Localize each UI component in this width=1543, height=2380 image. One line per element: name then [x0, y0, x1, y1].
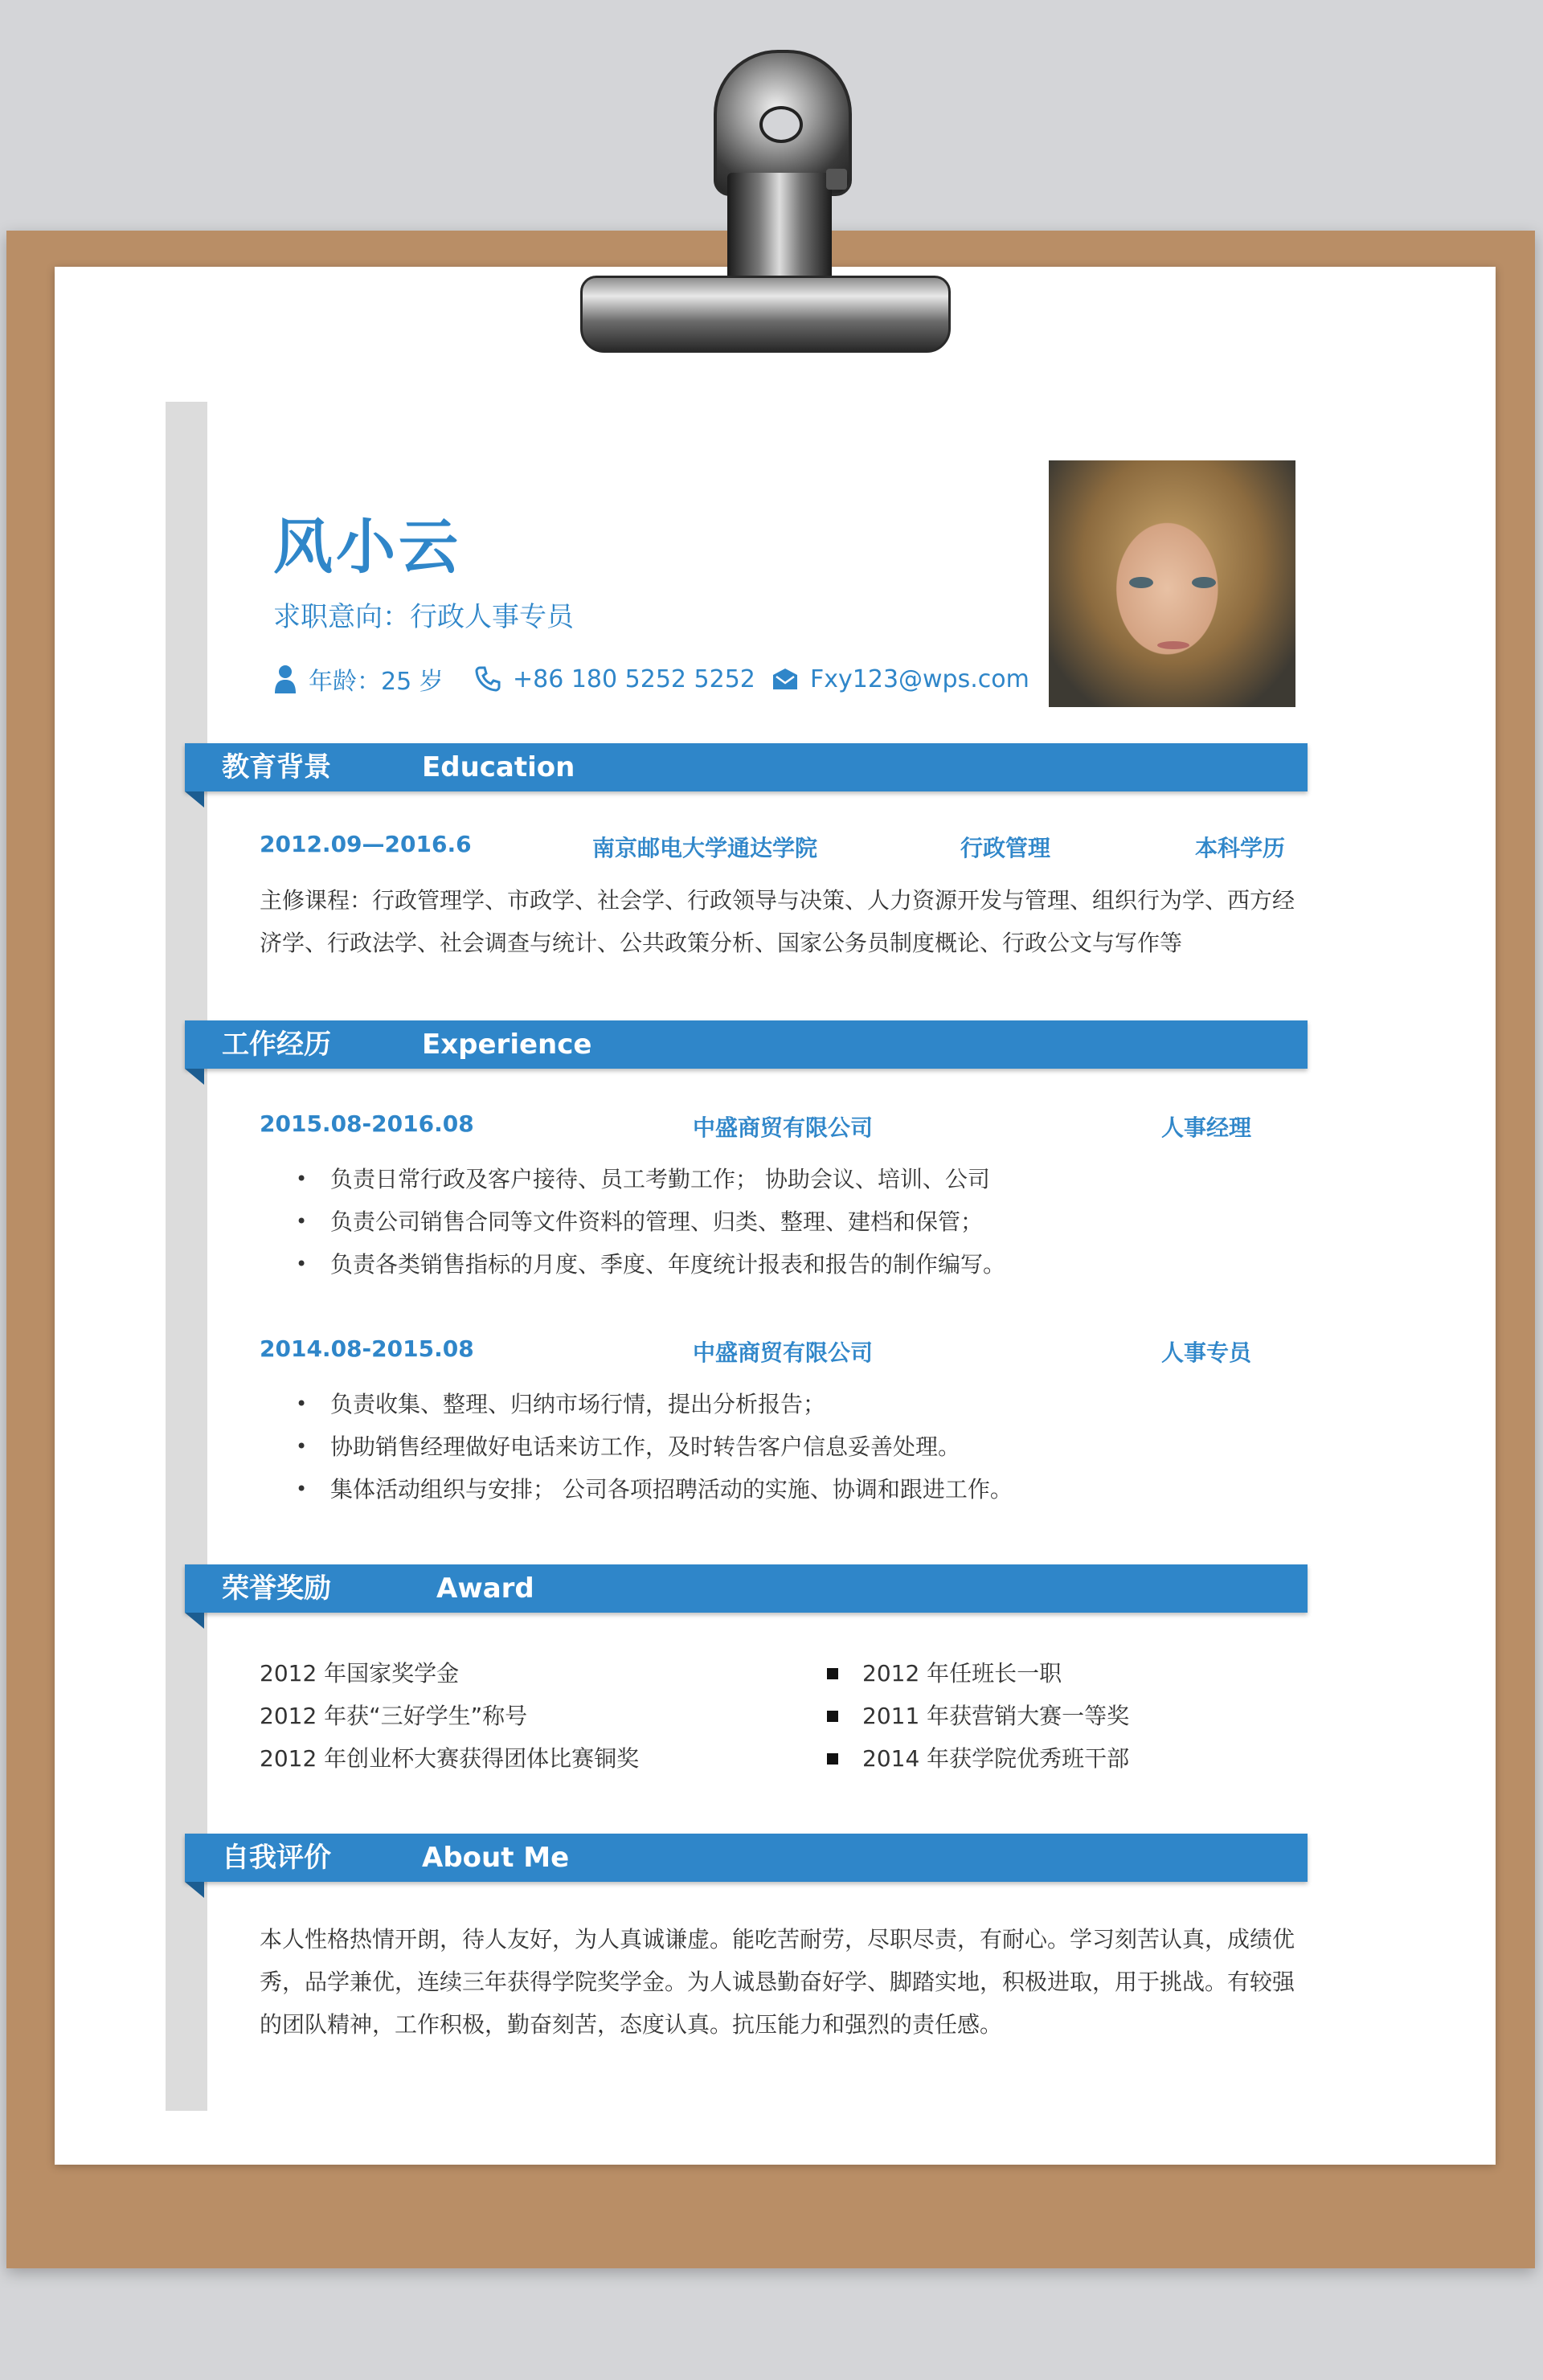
section-title-en: Experience — [422, 1028, 592, 1061]
job-intent: 求职意向：行政人事专员 — [273, 601, 574, 633]
about-text: 本人性格热情开朗，待人友好，为人真诚谦虚。能吃苦耐劳，尽职尽责，有耐心。学习刻苦认真，成绩优秀，品学兼优，连续三年获得学院奖学金。为人诚恳勤奋好学、脚踏实地，积极进取，用于挑战。有较强的团队精神，工作积极，勤奋刻苦，态度认真。抗压能力和强烈的责任感。 — [260, 1926, 1295, 2038]
list-item: • 负责各类销售指标的月度、季度、年度统计报表和报告的制作编写。 — [260, 1243, 1005, 1286]
section-header-about — [185, 1834, 1308, 1882]
section-title-cn: 工作经历 — [222, 1028, 331, 1061]
job-period: 2015.08-2016.08 — [260, 1110, 474, 1137]
list-item: 2012 年创业杯大赛获得团体比赛铜奖 — [260, 1745, 640, 1772]
list-item: • 负责收集、整理、归纳市场行情，提出分析报告； — [260, 1383, 1013, 1425]
list-item: • 负责日常行政及客户接待、员工考勤工作； 协助会议、培训、公司 — [260, 1158, 1005, 1200]
job-role: 人事专员 — [1161, 1339, 1252, 1366]
section-title-en: About Me — [422, 1842, 570, 1874]
phone-text: +86 180 5252 5252 — [513, 665, 755, 693]
section-title-en: Award — [436, 1572, 534, 1605]
education-major: 行政管理 — [960, 835, 1051, 861]
list-item: • 负责公司销售合同等文件资料的管理、归类、整理、建档和保管； — [260, 1200, 1005, 1243]
profile-photo — [1049, 460, 1295, 707]
education-school: 南京邮电大学通达学院 — [592, 835, 818, 861]
job-company: 中盛商贸有限公司 — [693, 1339, 874, 1366]
award-list-right — [827, 1652, 1129, 1780]
section-title-cn: 荣誉奖励 — [222, 1572, 331, 1605]
job-period: 2014.08-2015.08 — [260, 1335, 474, 1362]
header-fold — [185, 1069, 204, 1085]
list-item: 2012 年获“三好学生”称号 — [260, 1703, 528, 1729]
section-header-education — [185, 743, 1308, 791]
list-item: 2012 年任班长一职 — [827, 1652, 1129, 1695]
contact-email — [772, 663, 1029, 695]
section-title-cn: 自我评价 — [222, 1842, 331, 1874]
education-period: 2012.09—2016.6 — [260, 831, 472, 857]
header-fold — [185, 1613, 204, 1629]
age-text: 年龄：25 岁 — [309, 668, 444, 696]
list-item: • 集体活动组织与安排； 公司各项招聘活动的实施、协调和跟进工作。 — [260, 1468, 1013, 1511]
job-company: 中盛商贸有限公司 — [693, 1114, 874, 1141]
header-fold — [185, 791, 204, 808]
section-title-cn: 教育背景 — [222, 751, 331, 783]
phone-icon — [474, 665, 501, 693]
award-list-left — [260, 1652, 639, 1780]
education-courses: 主修课程：行政管理学、市政学、社会学、行政领导与决策、人力资源开发与管理、组织行为学、西方经济学、行政法学、社会调查与统计、公共政策分析、国家公务员制度概论、行政公文与写作等 — [260, 887, 1295, 956]
list-item: 2014 年获学院优秀班干部 — [827, 1737, 1129, 1780]
contact-age — [273, 663, 444, 695]
job-role: 人事经理 — [1161, 1114, 1252, 1141]
section-header-experience — [185, 1020, 1308, 1069]
job-duties — [260, 1158, 1005, 1286]
candidate-name: 风小云 — [273, 513, 461, 582]
list-item: 2012 年国家奖学金 — [260, 1660, 460, 1687]
section-title-en: Education — [422, 751, 575, 783]
list-item: 2011 年获营销大赛一等奖 — [827, 1695, 1129, 1737]
education-degree: 本科学历 — [1195, 835, 1286, 861]
list-item: • 协助销售经理做好电话来访工作，及时转告客户信息妥善处理。 — [260, 1425, 1013, 1468]
job-duties — [260, 1383, 1013, 1511]
section-header-award — [185, 1564, 1308, 1613]
person-icon — [273, 665, 297, 693]
mail-icon — [772, 667, 799, 691]
email-text: Fxy123@wps.com — [810, 665, 1029, 693]
contact-phone — [474, 663, 755, 695]
header-fold — [185, 1882, 204, 1898]
